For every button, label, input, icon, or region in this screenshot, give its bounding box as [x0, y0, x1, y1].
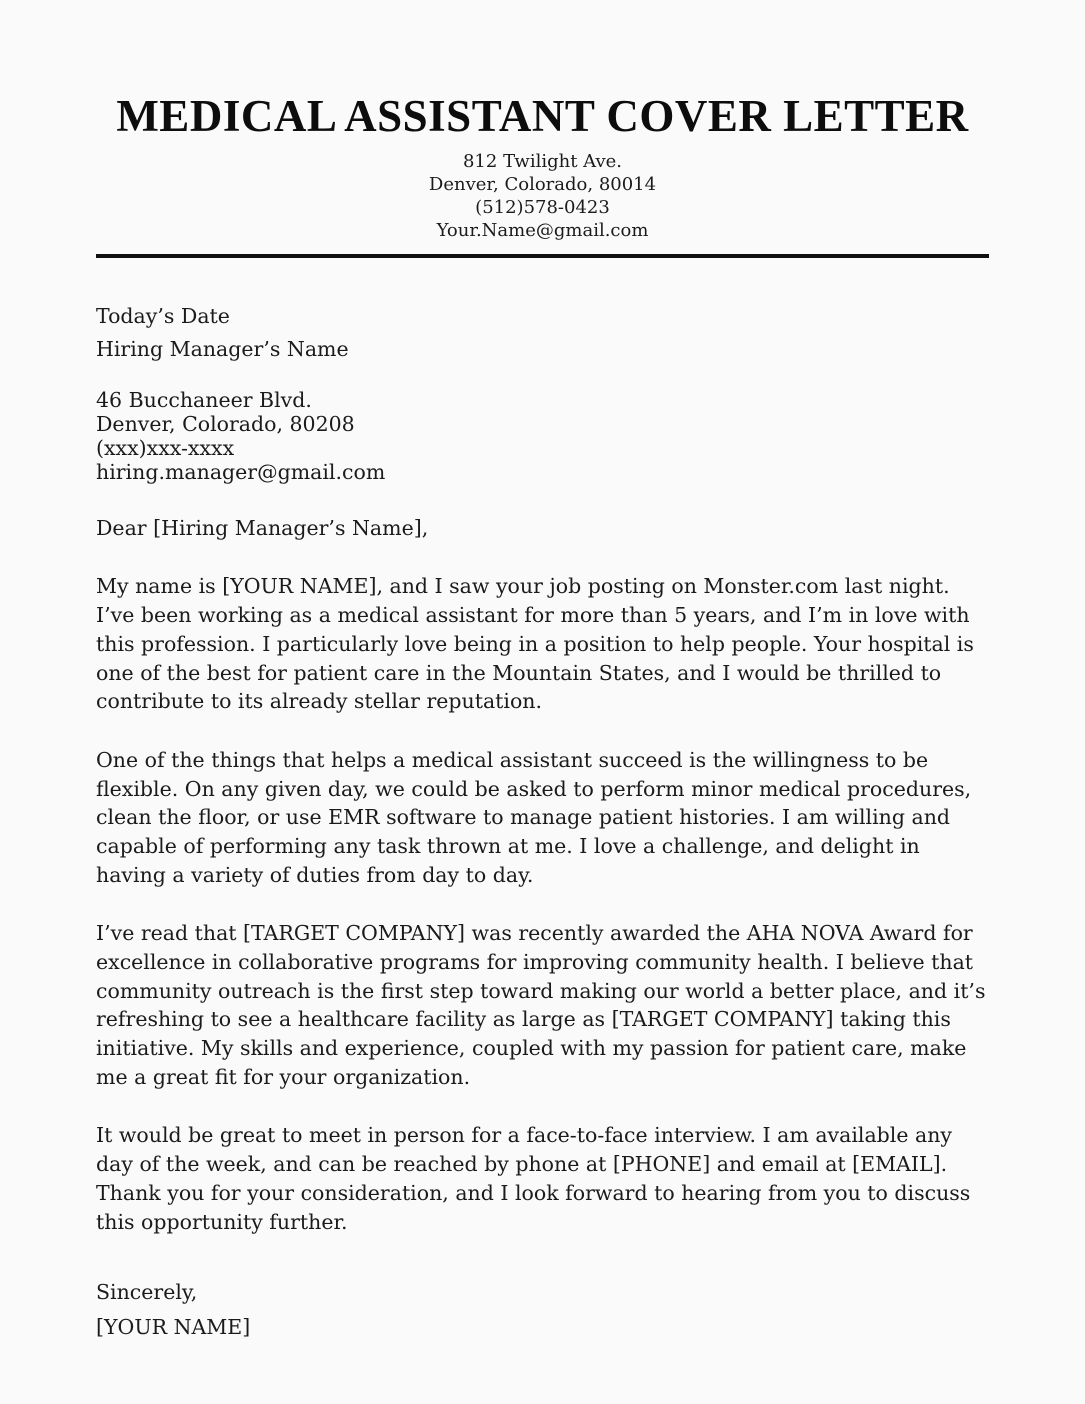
paragraph-company-praise: I’ve read that [TARGET COMPANY] was recently awarded the AHA NOVA Award for excellence in collaborative programs for improving community health. I believe that community outreach is the first step toward making our world a better place, and it’s refreshing to see a healthcare facility as large as [TARGET COMPANY] taking this initiative. My skills and experience, coupled with my passion for patient care, make me a great fit for your organization. [96, 921, 986, 1089]
paragraph-flexibility: One of the things that helps a medical assistant succeed is the willingness to be flexible. On any given day, we could be asked to perform minor medical procedures, clean the floor, or use EMR software to manage patient histories. I am willing and capable of performing any task thrown at me. I love a challenge, and delight in having a variety of duties from day to day. [96, 747, 972, 887]
recipient-name-line: Hiring Manager’s Name [96, 337, 349, 362]
recipient-email-line: hiring.manager@gmail.com [96, 459, 386, 484]
recipient-phone-line: (xxx)xxx-xxxx [96, 435, 235, 460]
salutation: Dear [Hiring Manager’s Name], [96, 515, 429, 540]
letter-body [96, 304, 989, 1340]
letter-header [96, 92, 989, 258]
sender-city-line: Denver, Colorado, 80014 [428, 173, 657, 195]
sender-email-line: Your.Name@gmail.com [436, 219, 649, 241]
signature: [YOUR NAME] [96, 1314, 251, 1339]
paragraph-call-to-action: It would be great to meet in person for a face-to-face interview. I am available any day of the week, and can be reached by phone at [PHONE] and email at [EMAIL]. Thank you for your consideration, and I look forward to hearing from you to discuss this opportunity further. [96, 1123, 971, 1234]
sender-contact-block [96, 150, 989, 242]
sender-street-line: 812 Twilight Ave. [462, 150, 622, 172]
recipient-address-block [96, 388, 989, 484]
date-line: Today’s Date [96, 303, 230, 328]
header-divider [96, 254, 989, 258]
paragraph-intro: My name is [YOUR NAME], and I saw your job posting on Monster.com last night. I’ve been working as a medical assistant for more than 5 years, and I’m in love with this profession. I particularly love being in a position to help people. Your hospital is one of the best for patient care in the Mountain States, and I would be thrilled to contribute to its already stellar reputation. [96, 574, 974, 714]
page-title: MEDICAL ASSISTANT COVER LETTER [116, 91, 969, 141]
recipient-street-line: 46 Bucchaneer Blvd. [96, 387, 312, 412]
recipient-city-line: Denver, Colorado, 80208 [96, 411, 355, 436]
sender-phone-line: (512)578-0423 [475, 196, 610, 218]
closing: Sincerely, [96, 1280, 198, 1305]
